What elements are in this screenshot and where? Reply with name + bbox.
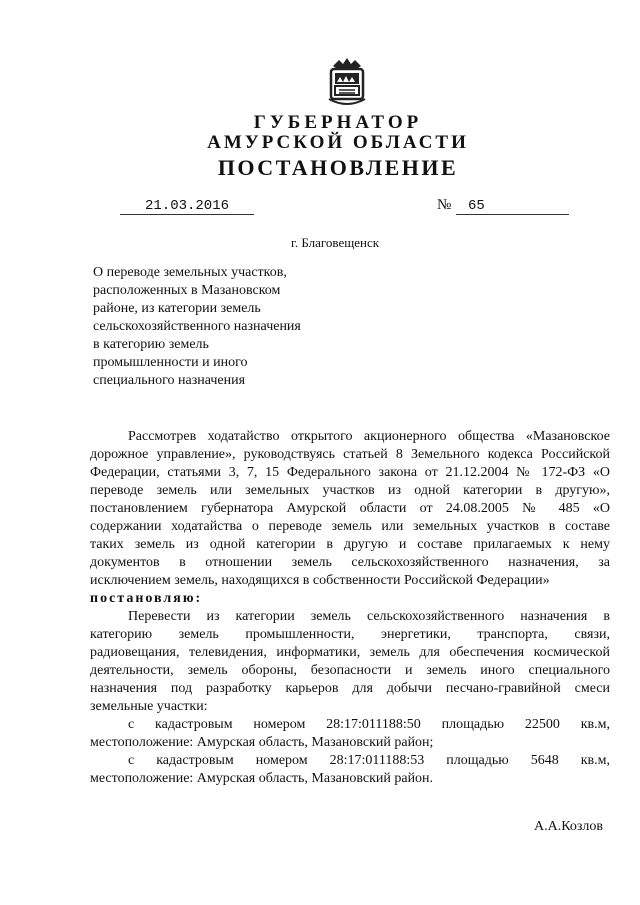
preamble-line: исключением земель, находящихся в собственности Российской Федерации»	[90, 573, 550, 588]
preamble-line: содержании ходатайства о переводе земель или земельных участков в составе	[90, 519, 610, 534]
decision-line: категорию земель промышленности, энергетики, транспорта, связи,	[90, 627, 610, 642]
parcel-line: с кадастровым номером 28:17:011188:53 площадью 5648 кв.м,	[128, 753, 610, 768]
number-label: №	[437, 197, 452, 213]
document-date: 21.03.2016	[120, 198, 254, 215]
decision-line: деятельности, земель обороны, безопасности и земель иного специального	[90, 663, 610, 678]
decision-line: назначения под разработку карьеров для добычи песчано-гравийной смеси	[90, 681, 610, 696]
subject-line: промышленности и иного	[93, 355, 248, 370]
subject-line: в категорию земель	[93, 337, 209, 352]
signature-name: А.А.Козлов	[534, 819, 603, 834]
preamble-line: таких земель из одной категории в другую и составе прилагаемых к нему	[90, 537, 610, 552]
preamble-line: документов в отношении земель сельскохозяйственного назначения, за	[90, 555, 610, 570]
decree-word: постановляю:	[90, 591, 203, 606]
header-title-region: АМУРСКОЙ ОБЛАСТИ	[207, 132, 469, 153]
subject-block	[93, 264, 301, 390]
subject-line: районе, из категории земель	[93, 301, 261, 316]
decision-line: радиовещания, телевидения, информатики, земель для обеспечения космической	[90, 645, 610, 660]
preamble-line: постановлением губернатора Амурской области от 24.08.2005 № 485 «О	[90, 501, 610, 516]
header-title-decree: ПОСТАНОВЛЕНИЕ	[217, 155, 459, 180]
header-title-governor: ГУБЕРНАТОР	[253, 112, 423, 133]
subject-line: сельскохозяйственного назначения	[93, 319, 301, 334]
preamble-line: переводе земель или земельных участков из одной категории в другую»,	[90, 483, 610, 498]
subject-line: О переводе земельных участков,	[93, 265, 287, 280]
document-number: 65	[456, 198, 569, 215]
parcel-location: местоположение: Амурская область, Мазановский район;	[90, 735, 434, 750]
preamble-line: Рассмотрев ходатайство открытого акционерного общества «Мазановское	[128, 429, 610, 444]
preamble-line: Федерации, статьями 3, 7, 15 Федерального закона от 21.12.2004 № 172-ФЗ «О	[90, 465, 610, 480]
preamble-line: дорожное управление», руководствуясь статьей 8 Земельного кодекса Российской	[90, 447, 610, 462]
parcel-location: местоположение: Амурская область, Мазановский район.	[90, 771, 434, 786]
subject-line: специального назначения	[93, 373, 246, 388]
parcel-line: с кадастровым номером 28:17:011188:50 площадью 22500 кв.м,	[128, 717, 610, 732]
coat-of-arms-icon	[325, 56, 369, 106]
subject-line: расположенных в Мазановском	[93, 283, 281, 298]
city-name: г. Благовещенск	[290, 235, 380, 250]
decision-line: земельные участки:	[90, 699, 208, 714]
decision-line: Перевести из категории земель сельскохозяйственного назначения в	[128, 609, 610, 624]
document-body	[90, 428, 610, 788]
